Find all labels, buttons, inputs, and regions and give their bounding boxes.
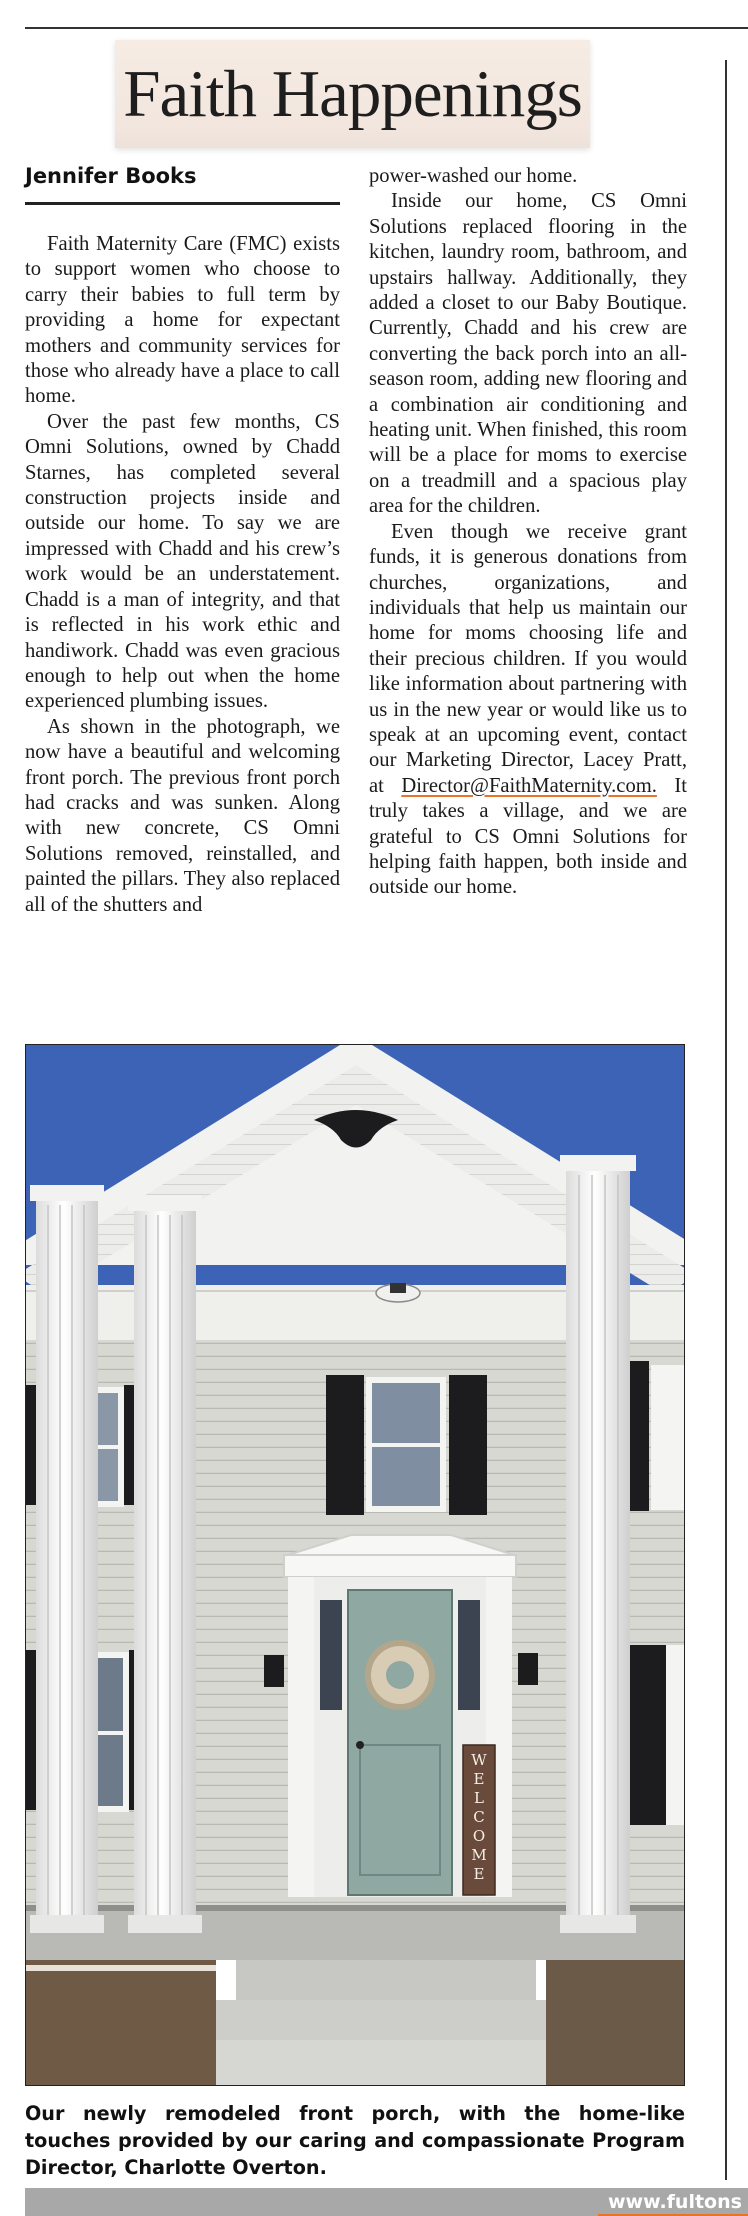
article-column-2 [369,164,687,901]
section-title: Faith Happenings [123,56,582,131]
sign-letter: M [471,1846,487,1864]
front-porch-photo [25,1044,685,2086]
paragraph [369,520,687,901]
byline-rule [25,202,340,205]
porch-light [376,1283,420,1302]
porch-step-lower [216,2000,546,2040]
sign-letter: E [473,1770,485,1788]
sign-letter: W [471,1751,487,1769]
photo-caption: Our newly remodeled front porch, with the home-like touches provided by our caring and compassionate Program Director, Charlotte Overton. [25,2102,685,2179]
upper-window-center [326,1375,487,1515]
paragraph: Faith Maternity Care (FMC) exists to support women who choose to carry their babies to full term by providing a home for expectant mothers and community services for those who already have a place to call home. [25,233,340,408]
lower-window-right [626,1645,685,1825]
top-rule [25,27,748,29]
paragraph: Over the past few months, CS Omni Solutions, owned by Chadd Starnes, has completed several construction projects inside and outside our home. To say we are impressed with Chadd and his crew’s work would be an understatement. Chadd is a man of integrity, and that is reflected in his work ethic and handiwork. Chadd was even gracious enough to help out when the home experienced plumbing issues. [25,410,340,713]
mulch-left [26,1960,216,2086]
paragraph-text: It truly takes a village, and we are grateful to CS Omni Solutions for helping faith happen, both inside and outside our home. [369,774,687,899]
paragraph: Inside our home, CS Omni Solutions replaced flooring in the kitchen, laundry room, bathroom, and upstairs hallway. Additionally, they added a closet to our Baby Boutique. Currently, Chadd and his crew are converting the back porch into an all-season room, adding new flooring and a combination air conditioning and heating unit. When finished, this room will be a place for moms to exercise on a treadmill and a spacious play area for the children. [369,190,687,518]
sign-letter: E [473,1865,485,1883]
author-byline: Jennifer Books [25,164,197,188]
paragraph: As shown in the photograph, we now have a beautiful and welcoming front porch. The previous front porch had cracks and was sunken. Along with new concrete, CS Omni Solutions removed, reinstalled, and painted the pillars. They also replaced all of the shutters and [25,715,340,916]
column-rule [725,60,727,2180]
section-masthead [115,40,590,148]
paragraph-continuation: power-washed our home. [369,165,578,187]
column-3 [560,1155,636,1933]
sign-letter: L [474,1789,484,1807]
front-door [348,1590,452,1895]
column-2 [128,1195,202,1933]
lantern-left [264,1655,284,1687]
email-link[interactable]: Director@FaithMaternity.com. [401,774,657,797]
lantern-right [518,1653,538,1685]
paragraph-text: Even though we receive grant funds, it is generous donations from churches, organizations, and individuals that help us maintain our home for moms choosing life and their precious children. If you would like information about partnering with us in the new year or would like us to speak at an upcoming event, contact our Marketing Director, Lacey Pratt, at [369,520,687,797]
mulch-right [546,1960,685,2086]
porch-step-upper [236,1960,536,2000]
walkway [206,2040,556,2086]
column-1 [30,1185,104,1933]
sign-letter: C [473,1808,485,1826]
door-wreath [368,1643,432,1707]
porch-illustration [26,1045,685,2086]
article-column-1 [25,232,340,918]
sign-letter: O [472,1827,486,1845]
footer-url[interactable]: www.fultons [598,2188,748,2216]
